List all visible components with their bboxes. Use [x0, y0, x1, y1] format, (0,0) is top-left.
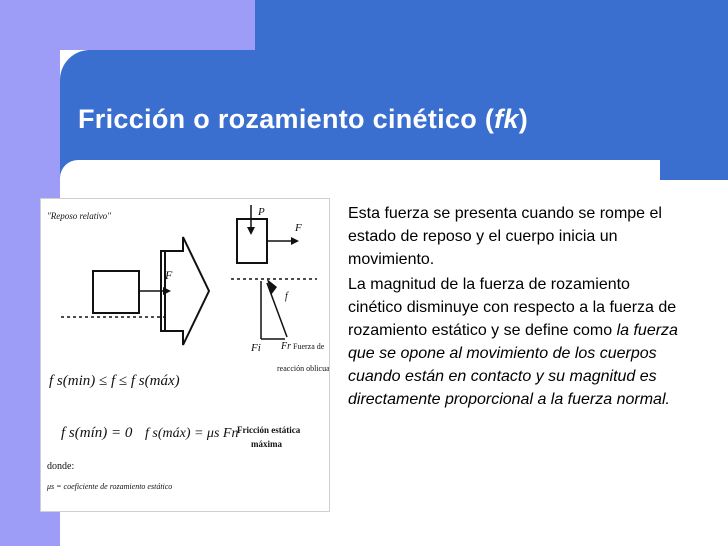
label-coeficiente: μs = coeficiente de rozamiento estático	[47, 482, 173, 491]
label-Fi: Fi	[251, 342, 261, 354]
label-donde: donde:	[47, 461, 75, 472]
label-F-left: F	[165, 268, 173, 282]
title-italic: fk	[494, 104, 519, 134]
label-fuerza: Fuerza de	[293, 342, 325, 351]
slide-title	[78, 104, 698, 135]
arrowhead-F-right	[291, 237, 299, 245]
eq-inequality: f s(min) ≤ f ≤ f s(máx)	[49, 373, 180, 389]
label-reaccion-oblicua: reacción oblicua	[277, 364, 329, 373]
decor-right-band	[660, 160, 728, 180]
bullet-text-italic: la fuerza que se opone al movimiento de los cuerpos cuando están en contacto y su magnitud es directamente proporcional a la fuerza normal.	[348, 322, 678, 408]
label-Fr: Fr	[281, 341, 291, 352]
friction-diagram	[41, 199, 329, 511]
title-end: )	[518, 104, 529, 134]
block-right	[237, 219, 267, 263]
bullet-text: Esta fuerza se presenta cuando se rompe el estado de reposo y el cuerpo inicia un movimiento.	[348, 205, 662, 268]
label-fi: f	[285, 291, 288, 302]
bullet-item	[340, 273, 685, 411]
content-top-edge	[60, 160, 660, 180]
label-reposo-relativo: "Reposo relativo"	[47, 211, 111, 221]
arrow-oblique	[267, 283, 287, 337]
eq-zero: f s(mín) = 0	[61, 425, 133, 441]
bullet-text-plain: La magnitud de la fuerza de rozamiento cinético disminuye con respecto a la fuerza de rozamiento estático y se define como	[348, 276, 677, 339]
bullet-text-mixed	[348, 273, 685, 411]
label-P: P	[258, 206, 265, 218]
label-friccion-estatica: Fricción estática	[237, 425, 301, 435]
label-F-right: F	[295, 222, 302, 234]
title-main: Fricción o rozamiento cinético (	[78, 104, 495, 134]
arrowhead-P	[247, 227, 255, 235]
bullet-list	[340, 202, 685, 413]
block-left	[93, 271, 139, 313]
decor-top-left	[0, 0, 255, 50]
decor-top-blue	[255, 0, 728, 50]
bullet-item	[340, 202, 685, 271]
eq-max: f s(máx) = μs Fn	[145, 426, 239, 441]
label-maxima: máxima	[251, 439, 282, 449]
friction-figure	[40, 198, 330, 512]
